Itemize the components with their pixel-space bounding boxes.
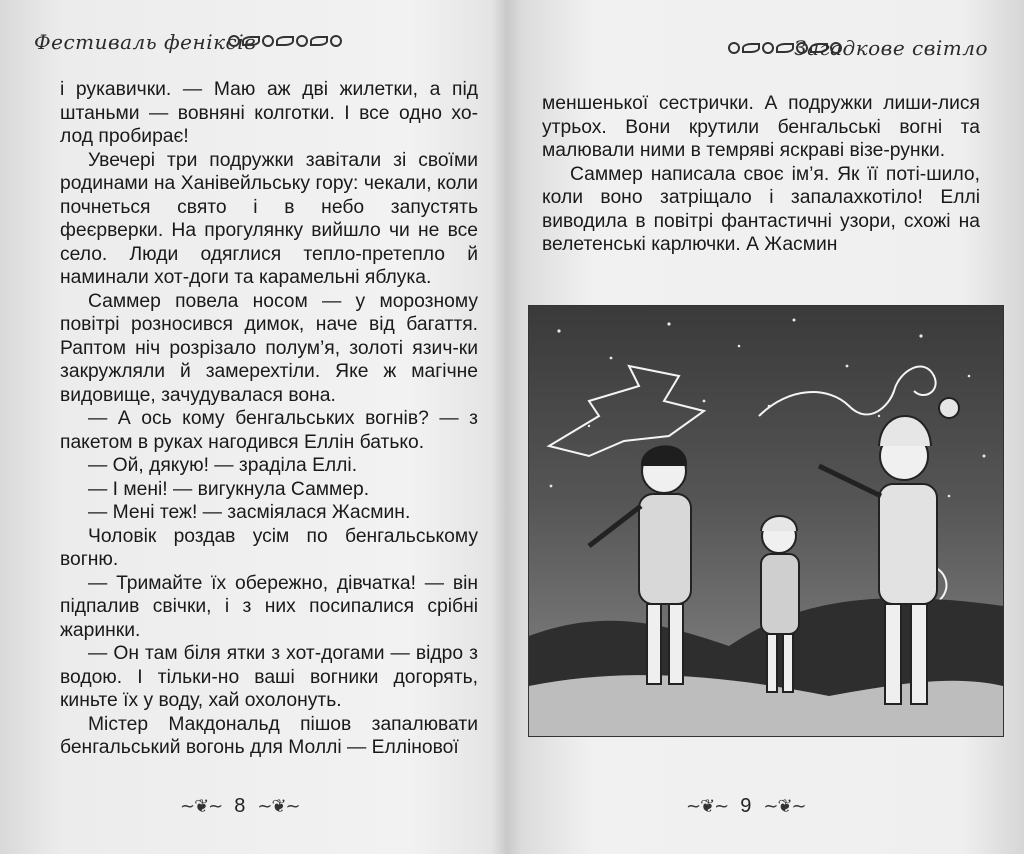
left-paragraph: — І мені! — вигукнула Саммер. (88, 478, 370, 500)
sparkler-girls-illustration (528, 305, 1004, 737)
folio-ornament-icon: ~❦~ (257, 796, 300, 817)
left-running-head: Фестиваль феніксів (34, 30, 257, 54)
left-paragraph: Містер Макдональд пішов запалювати бенгальський вогонь для Моллі — Еллінової (60, 713, 478, 758)
left-paragraph: Увечері три подружки завітали зі своїми родинами на Ханівейльську гору: чекали, коли почнеться свято і в небо запустять феєрверки. На прогулянку вийшло чи не все село. Люди одяглися тепло-претепло й наминали хот-доги та карамельні яблука. (60, 149, 478, 288)
left-paragraph: — Ой, дякую! — зраділа Еллі. (88, 455, 358, 476)
left-paragraph: і рукавички. — Маю аж дві жилетки, а під штаньми — вовняні колготки. І все одно хо-лод пробирає! (60, 79, 478, 147)
left-paragraph: — Мені теж! — засміялася Жасмин. (88, 502, 411, 523)
right-paragraph: Саммер написала своє ім’я. Як її поті-шило, коли воно затріщало і запалахкотіло! Еллі виводила в повітрі фантастичні узори, схожі на велетенські карлючки. А Жасмин (542, 163, 980, 255)
header-ornament-icon (228, 33, 342, 49)
illustration-drawing (529, 306, 1003, 736)
right-body-text (542, 92, 980, 257)
left-page-number: 8 (234, 795, 246, 817)
left-body-text (60, 78, 478, 760)
right-page (510, 0, 1024, 854)
left-paragraph: Чоловік роздав усім по бенгальському вогню. (60, 525, 478, 570)
left-paragraph: Саммер повела носом — у морозному повітрі розносився димок, наче від багаття. Раптом ніч розрізало полум’я, золоті язич-ки закружляли й замерехтіли. Яке ж магічне видовище, зачудувалася вона. (60, 290, 478, 406)
left-paragraph: — Тримайте їх обережно, дівчатка! — він підпалив свічки, і з них посипалися срібні жаринки. (60, 572, 478, 641)
folio-ornament-icon: ~❦~ (686, 796, 729, 817)
right-folio (686, 795, 806, 818)
right-running-head: Загадкове світло (794, 36, 988, 60)
folio-ornament-icon: ~❦~ (763, 796, 806, 817)
left-folio (180, 795, 300, 818)
folio-ornament-icon: ~❦~ (180, 796, 223, 817)
right-paragraph: меншенької сестрички. А подружки лиши-лися утрьох. Вони крутили бенгальські вогні та малювали ними в темряві яскраві візе-рунки. (542, 93, 980, 161)
left-paragraph: — А ось кому бенгальських вогнів? — з пакетом в руках нагодився Еллін батько. (60, 408, 478, 453)
left-paragraph: — Он там біля ятки з хот-догами — відро з водою. І тільки-но ваші вогники догорять, киньте їх у воду, хай охолонуть. (60, 643, 478, 711)
left-page (0, 0, 500, 854)
right-page-number: 9 (740, 795, 752, 817)
